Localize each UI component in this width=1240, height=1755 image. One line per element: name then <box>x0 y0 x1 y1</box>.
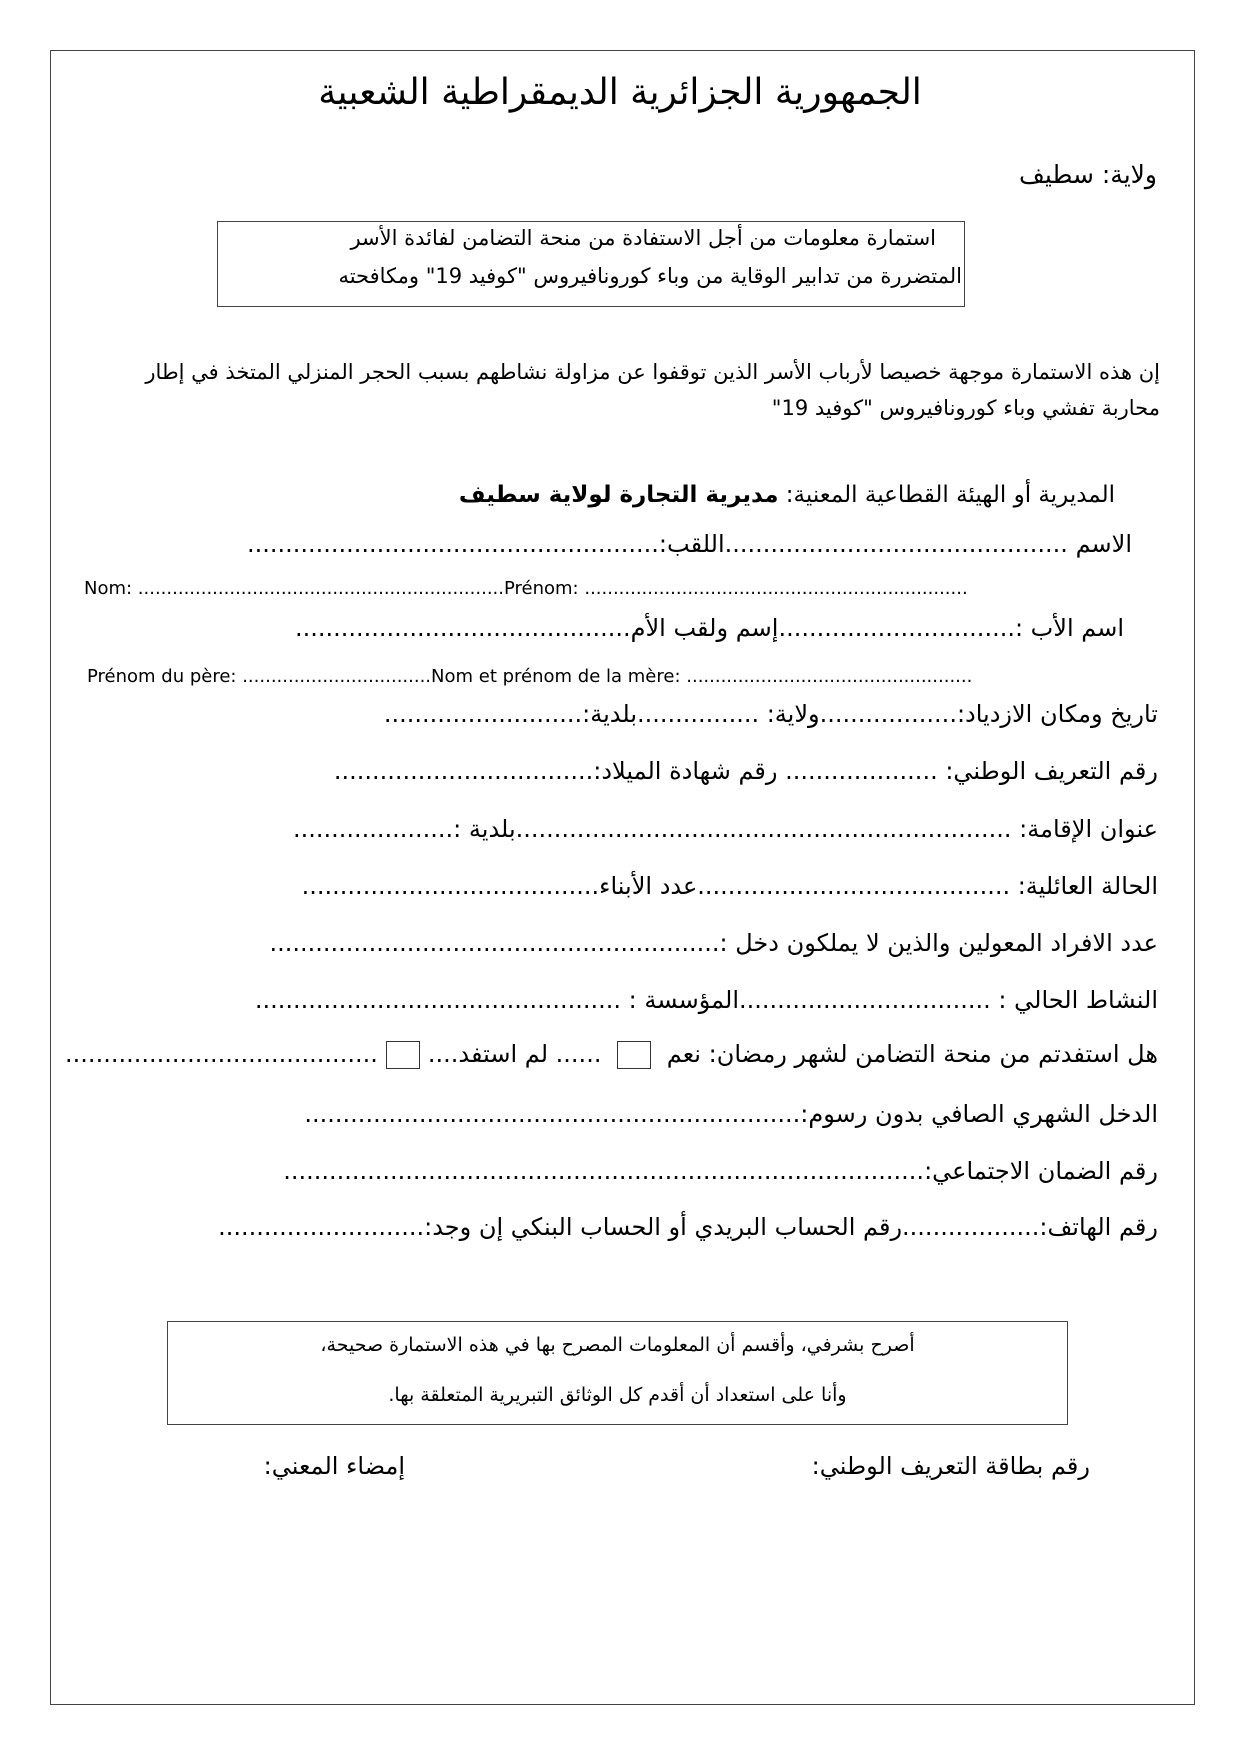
directorate-label: المديرية أو الهيئة القطاعية المعنية: <box>785 482 1115 508</box>
intro-line2: محاربة تفشي وباء كورونافيروس "كوفيد 19" <box>771 396 1160 420</box>
address-field[interactable]: عنوان الإقامة: .................................................................بلدية :..................... <box>292 815 1158 843</box>
no-checkbox[interactable] <box>386 1041 420 1069</box>
declaration-box <box>167 1321 1068 1425</box>
id-card-label: رقم بطاقة التعريف الوطني: <box>811 1452 1090 1480</box>
ramadan-question: هل استفدتم من منحة التضامن لشهر رمضان: <box>708 1040 1158 1068</box>
form-title-line1: استمارة معلومات من أجل الاستفادة من منحة التضامن لفائدة الأسر <box>350 226 936 250</box>
directorate-value: مديرية التجارة لولاية سطيف <box>458 482 779 508</box>
dependents-field[interactable]: عدد الافراد المعولين والذين لا يملكون دخل :........................................................... <box>269 929 1158 957</box>
national-id-field[interactable]: رقم التعريف الوطني: .................... رقم شهادة الميلاد:.................................. <box>333 757 1158 785</box>
activity-field[interactable]: النشاط الحالي : .................................المؤسسة : ................................................ <box>254 986 1158 1014</box>
declaration-line1: أصرح بشرفي، وأقسم أن المعلومات المصرح بها في هذه الاستمارة صحيحة، <box>320 1334 915 1356</box>
parents-field-ar[interactable]: اسم الأب :...............................إسم ولقب الأم............................................ <box>294 614 1124 642</box>
social-security-field[interactable]: رقم الضمان الاجتماعي:.................................................................................... <box>283 1157 1158 1185</box>
no-label: لم استفد <box>458 1040 549 1068</box>
name-field-ar[interactable]: الاسم .............................................اللقب:...................................................... <box>246 530 1132 558</box>
form-title-line2: المتضررة من تدابير الوقاية من وباء كورونافيروس "كوفيد 19" ومكافحته <box>338 264 962 288</box>
parents-field-fr[interactable]: Prénom du père: .................................Nom et prénom de la mère: .................................................. <box>87 666 973 687</box>
intro-line1: إن هذه الاستمارة موجهة خصيصا لأرباب الأسر الذين توقفوا عن مزاولة نشاطهم بسبب الحجر المنزلي المتخذ في إطار <box>145 360 1160 384</box>
wilaya-label: ولاية: سطيف <box>1019 160 1157 189</box>
signature-label: إمضاء المعني: <box>263 1452 405 1480</box>
no-dots: .... <box>427 1040 459 1068</box>
family-status-field[interactable]: الحالة العائلية: .........................................عدد الأبناء....................................... <box>301 872 1158 900</box>
form-title-box <box>217 221 965 307</box>
ramadan-question-row <box>65 1040 1158 1069</box>
yes-label: نعم <box>666 1040 701 1068</box>
name-field-fr[interactable]: Nom: ................................................................Prénom: ................................................................... <box>84 578 968 599</box>
phone-account-field[interactable]: رقم الهاتف:..................رقم الحساب البريدي أو الحساب البنكي إن وجد:........................... <box>218 1213 1158 1241</box>
trailing-dots: ......................................... <box>65 1040 378 1068</box>
declaration-line2: وأنا على استعداد أن أقدم كل الوثائق التبريرية المتعلقة بها. <box>388 1384 847 1406</box>
yes-checkbox[interactable] <box>617 1041 651 1069</box>
birth-field[interactable]: تاريخ ومكان الازدياد:..................ولاية: ................بلدية:.......................... <box>383 700 1158 728</box>
yes-dots: ...... <box>555 1040 602 1068</box>
income-field[interactable]: الدخل الشهري الصافي بدون رسوم:................................................................. <box>304 1100 1158 1128</box>
directorate-line <box>459 482 1115 508</box>
page-title: الجمهورية الجزائرية الديمقراطية الشعبية <box>318 72 922 113</box>
